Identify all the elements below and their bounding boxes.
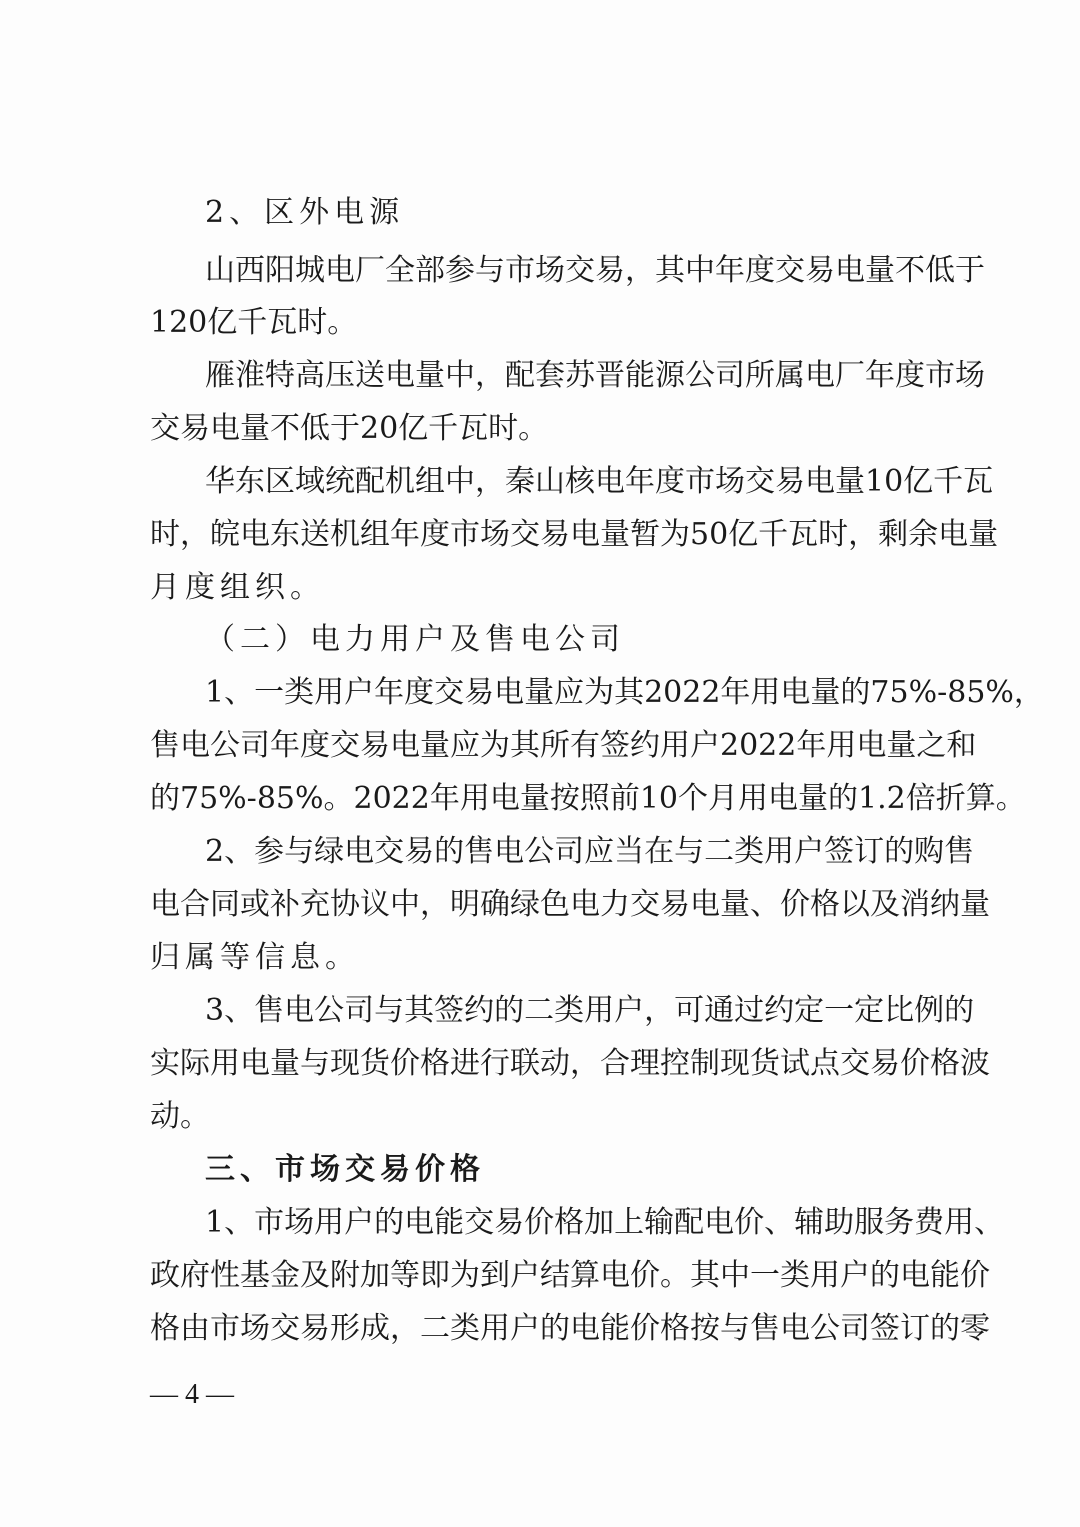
paragraph-line: 雁淮特高压送电量中，配套苏晋能源公司所属电厂年度市场: [205, 358, 985, 393]
page-number: — 4 —: [150, 1379, 234, 1410]
paragraph-line: 2、参与绿电交易的售电公司应当在与二类用户签订的购售: [205, 834, 975, 869]
paragraph-line: 华东区域统配机组中，秦山核电年度市场交易电量10亿千瓦: [205, 464, 994, 499]
paragraph-line: 120亿千瓦时。: [150, 305, 358, 340]
subheading-users-and-retailers: （二）电力用户及售电公司: [205, 622, 625, 657]
paragraph-line: 山西阳城电厂全部参与市场交易，其中年度交易电量不低于: [205, 253, 985, 288]
paragraph-line: 时，皖电东送机组年度市场交易电量暂为50亿千瓦时，剩余电量: [150, 517, 999, 552]
paragraph-line: 1、市场用户的电能交易价格加上输配电价、辅助服务费用、: [205, 1205, 1005, 1240]
section-heading-market-price: 三、市场交易价格: [205, 1152, 485, 1187]
paragraph-line: 交易电量不低于20亿千瓦时。: [150, 411, 549, 446]
paragraph-line: 3、售电公司与其签约的二类用户，可通过约定一定比例的: [205, 993, 975, 1028]
paragraph-line: 动。: [150, 1099, 210, 1134]
paragraph-line: 的75%-85%。2022年用电量按照前10个月用电量的1.2倍折算。: [150, 781, 1026, 816]
paragraph-line: 格由市场交易形成，二类用户的电能价格按与售电公司签订的零: [150, 1311, 990, 1346]
paragraph-line: 月度组织。: [150, 570, 325, 605]
paragraph-line: 实际用电量与现货价格进行联动，合理控制现货试点交易价格波: [150, 1046, 990, 1081]
paragraph-line: 电合同或补充协议中，明确绿色电力交易电量、价格以及消纳量: [150, 887, 990, 922]
paragraph-line: 售电公司年度交易电量应为其所有签约用户2022年用电量之和: [150, 728, 977, 763]
paragraph-line: 政府性基金及附加等即为到户结算电价。其中一类用户的电能价: [150, 1258, 990, 1293]
paragraph-line: 1、一类用户年度交易电量应为其2022年用电量的75%-85%，: [205, 675, 1044, 710]
paragraph-line: 归属等信息。: [150, 940, 360, 975]
subheading-external-power: 2、区外电源: [205, 195, 405, 230]
